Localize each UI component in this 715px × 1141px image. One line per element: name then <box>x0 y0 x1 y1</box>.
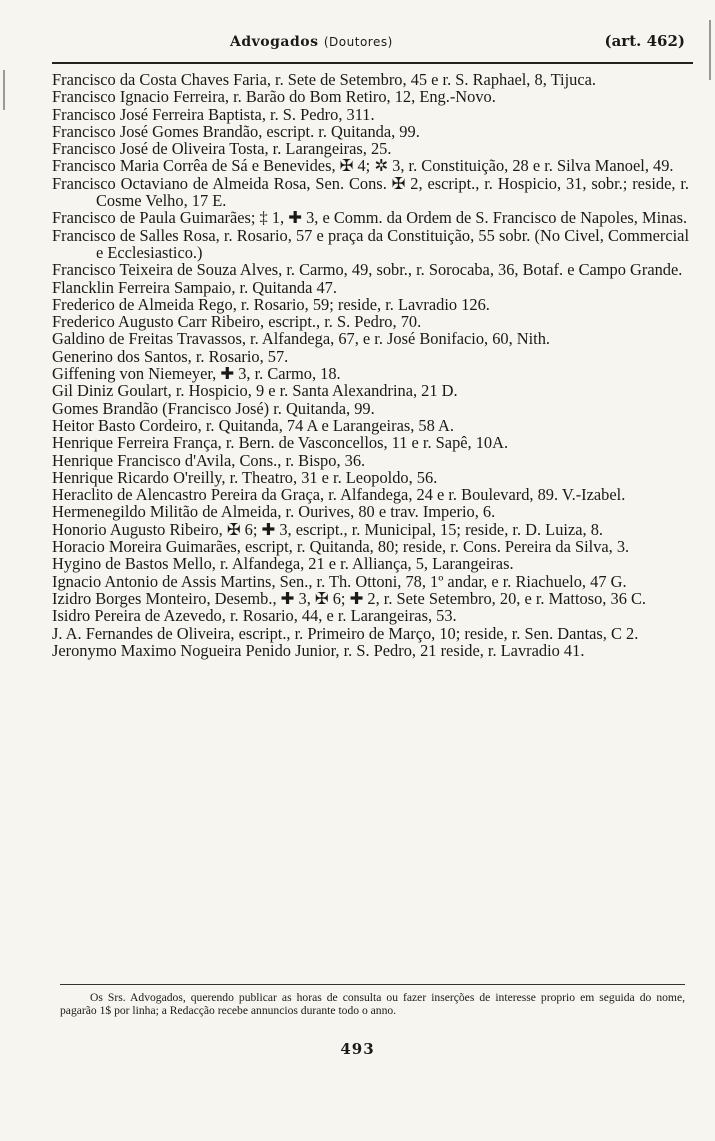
header-rule <box>52 62 693 64</box>
list-item: Francisco Ignacio Ferreira, r. Barão do Bom Retiro, 12, Eng.-Novo. <box>52 87 496 107</box>
header-subtitle: (Doutores) <box>323 35 393 49</box>
page-number: 493 <box>340 1040 375 1058</box>
list-item: Gil Diniz Goulart, r. Hospicio, 9 e r. Santa Alexandrina, 21 D. <box>52 381 458 401</box>
article-reference: (art. 462) <box>604 32 685 50</box>
list-item: Jeronymo Maximo Nogueira Penido Junior, r. S. Pedro, 21 reside, r. Lavradio 41. <box>52 640 585 660</box>
list-item: Francisco José de Oliveira Tosta, r. Larangeiras, 25. <box>52 139 392 159</box>
scan-edge-mark <box>709 20 711 80</box>
footer-rule <box>60 984 685 985</box>
list-item: J. A. Fernandes de Oliveira, escript., r. Primeiro de Março, 10; reside, r. Sen. Dantas, C 2. <box>52 623 639 643</box>
list-item: Francisco de Paula Guimarães; ‡ 1, ✚ 3, e Comm. da Ordem de S. Francisco de Napoles, Minas. <box>52 208 688 228</box>
list-item: Horacio Moreira Guimarães, escript, r. Quitanda, 80; reside, r. Cons. Pereira da Silva, 3. <box>52 537 630 557</box>
footnote: Os Srs. Advogados, querendo publicar as horas de consulta ou fazer inserções de interesse proprio em seguida do nome, pagarão 1$ por linha; a Redacção recebe annuncios durante todo o anno. <box>60 991 685 1017</box>
list-item: Generino dos Santos, r. Rosario, 57. <box>52 346 289 366</box>
list-item: Hygino de Bastos Mello, r. Alfandega, 21 e r. Alliança, 5, Larangeiras. <box>52 554 514 574</box>
list-item: Henrique Francisco d'Avila, Cons., r. Bispo, 36. <box>52 450 366 470</box>
list-item: Francisco Teixeira de Souza Alves, r. Carmo, 49, sobr., r. Sorocaba, 36, Botaf. e Campo Grande. <box>52 260 683 280</box>
list-item: Flancklin Ferreira Sampaio, r. Quitanda 47. <box>52 277 337 297</box>
list-item: Francisco José Gomes Brandão, escript. r. Quitanda, 99. <box>52 121 420 141</box>
list-item: Gomes Brandão (Francisco José) r. Quitanda, 99. <box>52 398 375 418</box>
running-header <box>50 30 693 60</box>
list-item: Henrique Ferreira França, r. Bern. de Vasconcellos, 11 e r. Sapê, 10A. <box>52 433 509 453</box>
header-title: Advogados <box>230 34 319 50</box>
list-item: Hermenegildo Militão de Almeida, r. Ourives, 80 e trav. Imperio, 6. <box>52 502 496 522</box>
list-item: Izidro Borges Monteiro, Desemb., ✚ 3, ✠ 6; ✚ 2, r. Sete Setembro, 20, e r. Mattoso, 36 C. <box>52 588 647 608</box>
list-item: Frederico Augusto Carr Ribeiro, escript., r. S. Pedro, 70. <box>52 312 422 332</box>
list-item: Francisco da Costa Chaves Faria, r. Sete de Setembro, 45 e r. S. Raphael, 8, Tijuca. <box>52 70 596 89</box>
list-item: Francisco de Salles Rosa, r. Rosario, 57 e praça da Constituição, 55 sobr. (No Civel, Commercial e Ecclesiastico.) <box>52 225 689 262</box>
list-item: Francisco José Ferreira Baptista, r. S. Pedro, 311. <box>52 104 375 124</box>
header-title-group <box>230 34 393 50</box>
list-item: Isidro Pereira de Azevedo, r. Rosario, 44, e r. Larangeiras, 53. <box>52 606 457 626</box>
list-item: Francisco Octaviano de Almeida Rosa, Sen. Cons. ✠ 2, escript., r. Hospicio, 31, sobr.; reside, r. Cosme Velho, 17 E. <box>52 173 689 211</box>
scan-edge-mark <box>3 70 5 110</box>
list-item: Honorio Augusto Ribeiro, ✠ 6; ✚ 3, escript., r. Municipal, 15; reside, r. D. Luiza, 8. <box>52 519 603 539</box>
list-item: Giffening von Niemeyer, ✚ 3, r. Carmo, 18. <box>52 364 341 384</box>
list-item: Ignacio Antonio de Assis Martins, Sen., r. Th. Ottoni, 78, 1º andar, e r. Riachuelo, 47 G. <box>52 571 627 591</box>
list-item: Henrique Ricardo O'reilly, r. Theatro, 31 e r. Leopoldo, 56. <box>52 467 438 487</box>
entry-list <box>52 71 689 659</box>
list-item: Galdino de Freitas Travassos, r. Alfandega, 67, e r. José Bonifacio, 60, Nith. <box>52 329 551 349</box>
list-item: Heitor Basto Cordeiro, r. Quitanda, 74 A e Larangeiras, 58 A. <box>52 415 454 435</box>
list-item: Francisco Maria Corrêa de Sá e Benevides, ✠ 4; ✲ 3, r. Constituição, 28 e r. Silva Manoel, 49. <box>52 156 674 176</box>
list-item: Frederico de Almeida Rego, r. Rosario, 59; reside, r. Lavradio 126. <box>52 294 490 314</box>
list-item: Heraclito de Alencastro Pereira da Graça, r. Alfandega, 24 e r. Boulevard, 89. V.-Izabel. <box>52 485 626 505</box>
